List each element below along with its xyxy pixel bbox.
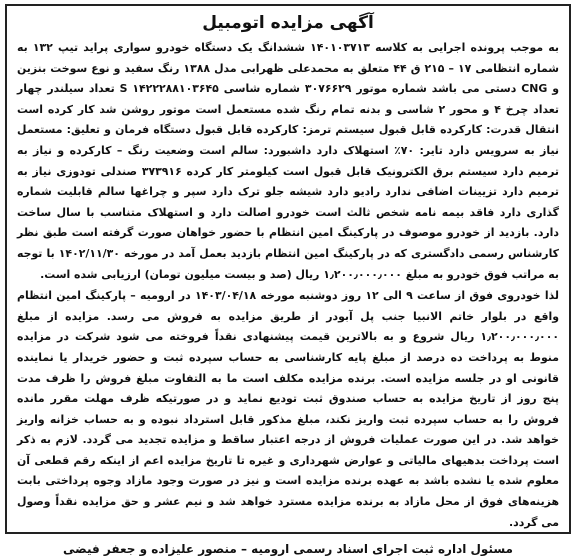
notice-paragraph-auction-terms: لذا خودروی فوق از ساعت ۹ الی ۱۲ روز دوشنبه مورخه ۱۴۰۳/۰۴/۱۸ در ارومیه – پارکینگ امین انتظام واقع در بلوار خاتم الانبیا جنب پل آبودر از طریق مزایده به فروش می رسد. مزایده از مبلغ ۱٫۲۰۰٫۰۰۰٫۰۰۰ ریال شروع و به بالاترین قیمت پیشنهادی نقداً فروخته می شود شرکت در مزایده منوط به پرداخت ده درصد از مبلغ پایه کارشناسی به حساب سپرده ثبت و حضور خریدار یا نماینده قانونی او در جلسه مزایده است. برنده مزایده مکلف است ما به التفاوت مبلغ فروش را ظرف مدت پنج روز از تاریخ مزایده به حساب صندوق ثبت تودیع نماید و در صورتیکه ظرف مهلت مقرر مانده فروش را به حساب سپرده ثبت واریز نکند، مبلغ مذکور قابل استرداد نبوده و به حساب خزانه واریز خواهد شد. در این صورت عملیات فروش از درجه اعتبار ساقط و مزایده تجدید می گردد. لازم به ذکر است پرداخت بدهیهای مالیاتی و عوارض شهرداری و غیره تا تاریخ مزایده اعم از اینکه رقم قطعی آن معلوم شده یا نشده باشد به عهده برنده مزایده است و نیز در صورت وجود مازاد وجوه پرداختی بابت هزینه‌های فوق از محل مازاد به برنده مزایده مسترد خواهد شد و نیم عشر و حق مزایده نقداً وصول می گردد. [17, 289, 559, 529]
notice-paragraph-vehicle-description: به موجب پرونده اجرایی به کلاسه ۱۴۰۱۰۳۷۱۳ ششدانگ یک دستگاه خودرو سواری پراید تیپ ۱۳۲ به شماره انتظامی ۱۷ – ۲۱۵ ق ۴۴ متعلق به محمدعلی ظهرابی مدل ۱۳۸۸ رنگ سفید و نوع سوخت بنزین و CNG دستی می باشد شماره موتور ۳۰۷۶۶۲۹ شماره شاسی S ۱۴۲۲۲۸۸۱۰۳۶۴۵ تعداد سیلندر چهار تعداد چرخ ۴ و محور ۲ شاسی و بدنه تمام رنگ شده مستعمل است موتور روشن شد کار کرده است انتقال قدرت: کارکرده قابل قبول سیستم ترمز: کارکرده قابل قبول دستگاه فرمان و تعلیق: مستعمل نیاز به سرویس دارد تایر: ۷۰٪ استهلاک دارد داشبورد: سالم است وضعیت رنگ – کارکرده و نیاز به ترمیم دارد سیستم برق الکترونیک قابل قبول است کیلومتر کار کرده ۳۷۳۹۱۶ صندلی تودوزی نیاز به ترمیم دارد تزیینات اضافی ندارد رادیو دارد شیشه جلو ترک دارد سپر و چراغها سالم قابلیت شماره گذاری دارد فاقد بیمه نامه شخص ثالث است خودرو اصالت دارد و استهلاک متناسب با سال ساخت دارد. بازدید از خودرو موصوف در پارکینگ امین انتظام با حضور خواهان صورت گرفته است طبق نظر کارشناس رسمی دادگستری که در پارکینگ امین انتظام بازدید بعمل آمد در مورخه ۱۴۰۲/۱۱/۳۰ با توجه به مراتب فوق خودرو به مبلغ ۱٫۲۰۰٫۰۰۰٫۰۰۰ ریال (صد و بیست میلیون تومان) ارزیابی شده است. [17, 41, 560, 281]
notice-title: آگهی مزایده اتومبیل [202, 13, 374, 33]
notice-signature: مسئول اداره ثبت اجرای اسناد رسمی ارومیه – منصور علیزاده و جعفر فیضی [63, 542, 513, 557]
auction-notice [5, 4, 571, 557]
